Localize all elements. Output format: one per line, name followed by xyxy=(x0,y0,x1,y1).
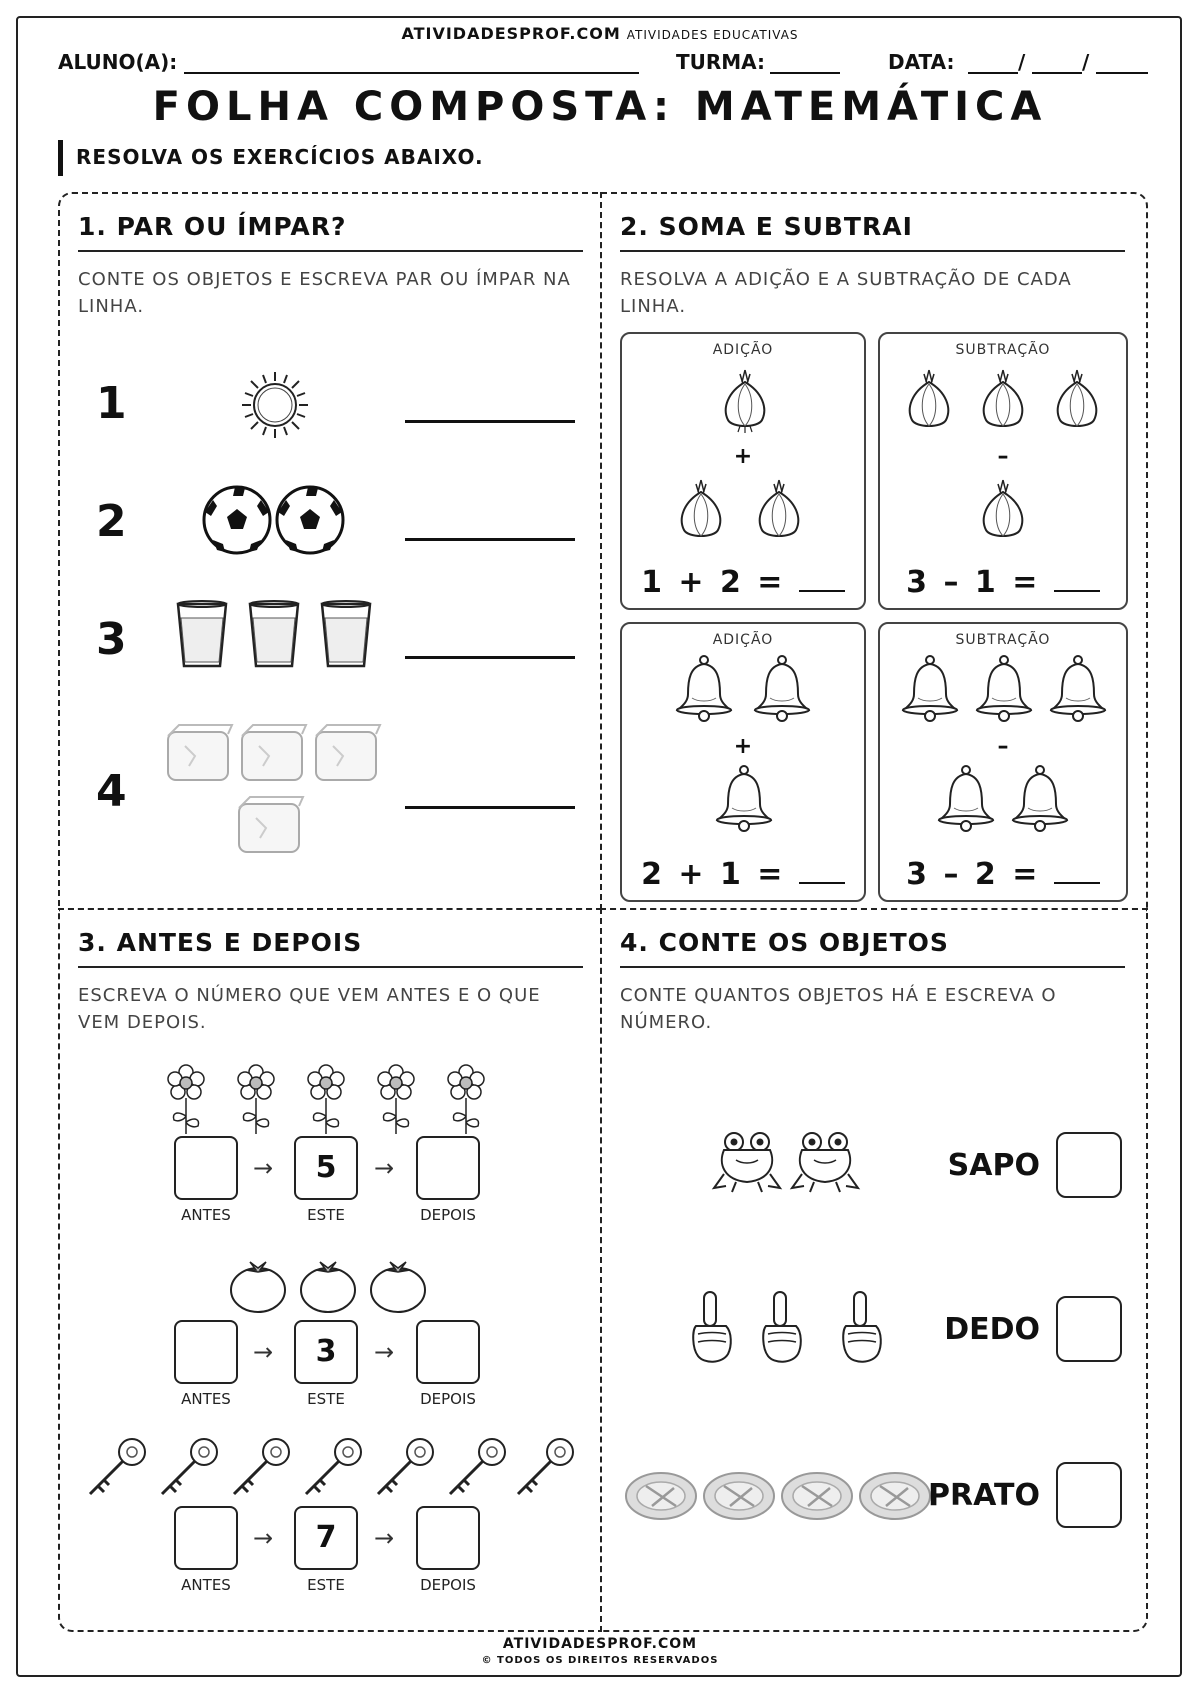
bell-icon xyxy=(1048,654,1108,724)
equation-text: 3 – 1 = xyxy=(906,565,1041,600)
instruction: RESOLVA OS EXERCÍCIOS ABAIXO. xyxy=(76,145,484,169)
operator: – xyxy=(997,734,1009,759)
addition-card xyxy=(620,622,866,902)
ice-cube-icon xyxy=(165,722,235,784)
key-icon xyxy=(444,1436,508,1500)
plate-icon xyxy=(780,1470,854,1522)
onion-icon xyxy=(754,478,804,544)
arrow-icon: → xyxy=(374,1524,395,1552)
answer-blank[interactable] xyxy=(1054,860,1100,884)
data-month-field[interactable] xyxy=(1032,72,1082,74)
after-box[interactable] xyxy=(416,1320,480,1384)
site-header xyxy=(0,24,1200,43)
arrow-icon: → xyxy=(374,1154,395,1182)
frog-icon xyxy=(712,1130,782,1194)
ice-cube-icon xyxy=(313,722,383,784)
card-header: ADIÇÃO xyxy=(712,342,774,358)
section2-title: 2. SOMA E SUBTRAI xyxy=(620,212,913,241)
instruction-bar xyxy=(58,140,63,176)
flower-icon xyxy=(236,1064,276,1136)
bell-icon xyxy=(674,654,734,724)
bell-icon xyxy=(936,764,996,834)
soccer-ball-icon xyxy=(275,485,345,555)
turma-label: TURMA: xyxy=(676,50,766,74)
equation-text: 3 – 2 = xyxy=(906,857,1041,892)
this-label: ESTE xyxy=(307,1206,345,1224)
this-label: ESTE xyxy=(307,1390,345,1408)
before-label: ANTES xyxy=(181,1390,231,1408)
ice-cube-icon xyxy=(239,722,309,784)
section3-rule xyxy=(78,966,583,968)
sun-icon xyxy=(240,370,310,440)
this-label: ESTE xyxy=(307,1576,345,1594)
equation xyxy=(880,565,1126,600)
arrow-icon: → xyxy=(374,1338,395,1366)
object-label: SAPO xyxy=(947,1148,1040,1183)
section4-title: 4. CONTE OS OBJETOS xyxy=(620,928,949,957)
onion-icon xyxy=(904,368,954,434)
key-icon xyxy=(156,1436,220,1500)
card-header: ADIÇÃO xyxy=(712,632,774,648)
onion-icon xyxy=(978,478,1028,544)
answer-blank[interactable] xyxy=(799,860,845,884)
equation xyxy=(880,857,1126,892)
site-tag: ATIVIDADES EDUCATIVAS xyxy=(626,28,799,42)
before-box[interactable] xyxy=(174,1506,238,1570)
after-box[interactable] xyxy=(416,1136,480,1200)
pointing-hand-icon xyxy=(838,1290,884,1366)
arrow-icon: → xyxy=(253,1338,274,1366)
pointing-hand-icon xyxy=(758,1290,804,1366)
turma-field[interactable] xyxy=(770,72,840,74)
after-label: DEPOIS xyxy=(420,1206,476,1224)
key-icon xyxy=(512,1436,576,1500)
after-label: DEPOIS xyxy=(420,1576,476,1594)
bell-icon xyxy=(900,654,960,724)
data-label: DATA: xyxy=(888,50,955,74)
section2-rule xyxy=(620,250,1125,252)
addition-card xyxy=(620,332,866,610)
data-day-field[interactable] xyxy=(968,72,1018,74)
section3-text: ESCREVA O NÚMERO QUE VEM ANTES E O QUE VEM DEPOIS. xyxy=(78,985,541,1033)
key-icon xyxy=(372,1436,436,1500)
arrow-icon: → xyxy=(253,1524,274,1552)
section1-rule xyxy=(78,250,583,252)
frog-icon xyxy=(790,1130,860,1194)
glass-icon xyxy=(248,600,300,670)
tomato-icon xyxy=(298,1258,358,1314)
section1-text: CONTE OS OBJETOS E ESCREVA PAR OU ÍMPAR NA LINHA. xyxy=(78,269,571,317)
flower-icon xyxy=(376,1064,416,1136)
card-header: SUBTRAÇÃO xyxy=(955,342,1051,358)
plate-icon xyxy=(702,1470,776,1522)
aluno-field[interactable] xyxy=(184,72,639,74)
tomato-icon xyxy=(228,1258,288,1314)
before-box[interactable] xyxy=(174,1320,238,1384)
operator: + xyxy=(733,444,753,469)
tomato-icon xyxy=(368,1258,428,1314)
equation xyxy=(622,857,864,892)
answer-line[interactable] xyxy=(405,538,575,541)
section3-title: 3. ANTES E DEPOIS xyxy=(78,928,363,957)
soccer-ball-icon xyxy=(202,485,272,555)
row-number: 4 xyxy=(96,766,127,817)
date-slash-1: / xyxy=(1018,50,1026,74)
site-name: ATIVIDADESPROF.COM xyxy=(401,24,621,43)
count-answer-box[interactable] xyxy=(1056,1296,1122,1362)
bell-icon xyxy=(974,654,1034,724)
row-number: 2 xyxy=(96,496,127,547)
after-label: DEPOIS xyxy=(420,1390,476,1408)
row-number: 3 xyxy=(96,614,127,665)
flower-icon xyxy=(306,1064,346,1136)
subtraction-card xyxy=(878,622,1128,902)
before-label: ANTES xyxy=(181,1206,231,1224)
aluno-label: ALUNO(A): xyxy=(58,50,178,74)
bell-icon xyxy=(752,654,812,724)
row-number: 1 xyxy=(96,378,127,429)
subtraction-card xyxy=(878,332,1128,610)
footer-rights: © TODOS OS DIREITOS RESERVADOS xyxy=(481,1655,719,1666)
section1-title: 1. PAR OU ÍMPAR? xyxy=(78,212,347,241)
answer-blank[interactable] xyxy=(1054,568,1100,592)
page-title: FOLHA COMPOSTA: MATEMÁTICA xyxy=(152,84,1048,130)
answer-line[interactable] xyxy=(405,420,575,423)
flower-icon xyxy=(446,1064,486,1136)
count-answer-box[interactable] xyxy=(1056,1132,1122,1198)
footer-site: ATIVIDADESPROF.COM xyxy=(502,1636,698,1652)
pointing-hand-icon xyxy=(688,1290,734,1366)
key-icon xyxy=(300,1436,364,1500)
before-box[interactable] xyxy=(174,1136,238,1200)
key-icon xyxy=(228,1436,292,1500)
equation-text: 1 + 2 = xyxy=(641,565,786,600)
glass-icon xyxy=(320,600,372,670)
answer-line[interactable] xyxy=(405,656,575,659)
ice-cube-icon xyxy=(236,794,306,856)
equation xyxy=(622,565,864,600)
current-number-box: 5 xyxy=(294,1136,358,1200)
bell-icon xyxy=(1010,764,1070,834)
card-header: SUBTRAÇÃO xyxy=(955,632,1051,648)
equation-text: 2 + 1 = xyxy=(641,857,786,892)
operator: – xyxy=(997,444,1009,469)
flower-icon xyxy=(166,1064,206,1136)
section4-rule xyxy=(620,966,1125,968)
current-number-box: 7 xyxy=(294,1506,358,1570)
bell-icon xyxy=(714,764,774,834)
section2-text: RESOLVA A ADIÇÃO E A SUBTRAÇÃO DE CADA LINHA. xyxy=(620,269,1072,317)
before-label: ANTES xyxy=(181,1576,231,1594)
key-icon xyxy=(84,1436,148,1500)
count-answer-box[interactable] xyxy=(1056,1462,1122,1528)
object-label: DEDO xyxy=(944,1312,1040,1347)
data-year-field[interactable] xyxy=(1096,72,1148,74)
after-box[interactable] xyxy=(416,1506,480,1570)
object-label: PRATO xyxy=(928,1478,1040,1513)
plate-icon xyxy=(624,1470,698,1522)
onion-icon xyxy=(720,368,770,434)
answer-blank[interactable] xyxy=(799,568,845,592)
current-number-box: 3 xyxy=(294,1320,358,1384)
arrow-icon: → xyxy=(253,1154,274,1182)
answer-line[interactable] xyxy=(405,806,575,809)
section4-text: CONTE QUANTOS OBJETOS HÁ E ESCREVA O NÚMERO. xyxy=(620,985,1057,1033)
onion-icon xyxy=(1052,368,1102,434)
operator: + xyxy=(733,734,753,759)
date-slash-2: / xyxy=(1082,50,1090,74)
onion-icon xyxy=(978,368,1028,434)
glass-icon xyxy=(176,600,228,670)
onion-icon xyxy=(676,478,726,544)
